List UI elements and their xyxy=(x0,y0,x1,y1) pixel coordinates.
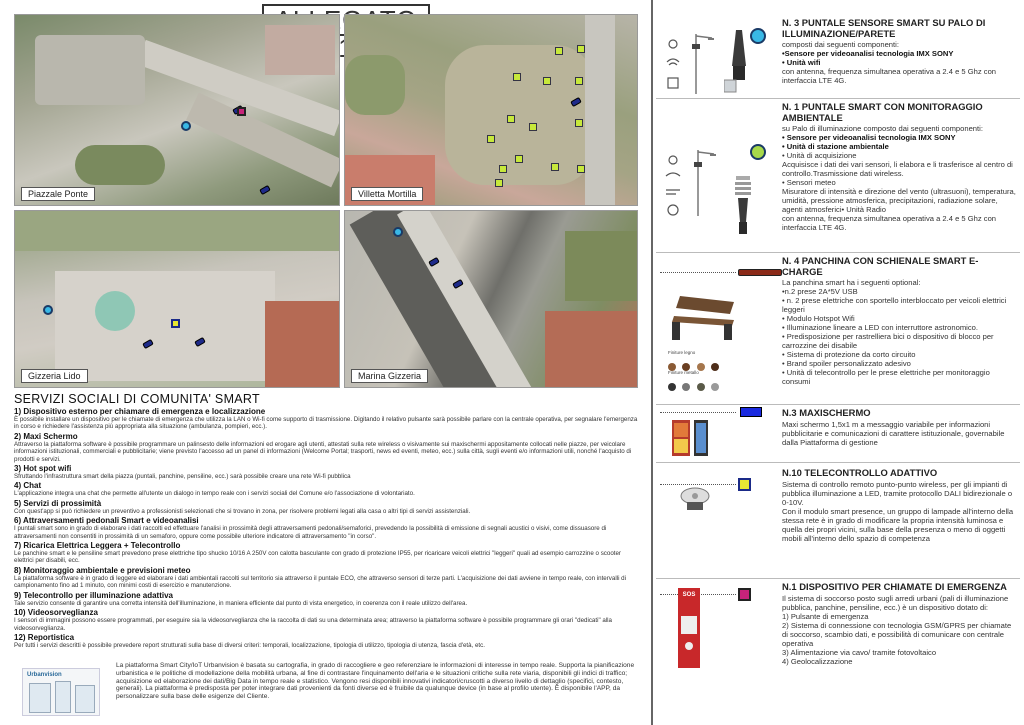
map-piazzale-ponte xyxy=(14,14,340,206)
legend-separator xyxy=(656,252,1020,253)
service-item: 4) Chat L'applicazione integra una chat che permette all'utente un dialogo in tempo reale con i servizi sociali del Comune e/o l'associazione di volontariato. xyxy=(14,481,415,498)
service-item: 3) Hot spot wifi Sfruttando l'infrastruttura smart della piazza (puntali, panchine, pensiline, ecc.) sarà possibile creare una rete Wi-fi pubblica xyxy=(14,464,351,481)
map-gizzeria-lido xyxy=(14,210,340,388)
legend-puntale-sensore xyxy=(656,14,1020,98)
legend-title: N. 1 PUNTALE SMART CON MONITORAGGIO AMBIENTALE xyxy=(782,101,983,123)
service-item: 5) Servizi di prossimità Con quest'app si può richiedere un preventivo a professionisti selezionati che si trovano in zona, per risolvere problemi legati alla casa o altri tipi di servizi assistenziali. xyxy=(14,498,471,515)
maxischermo-icon xyxy=(670,420,710,460)
iot-icons xyxy=(662,38,684,98)
legend-separator xyxy=(656,462,1020,463)
service-item: 10) Videosorveglianza I sensori di immagini possono essere programmati, per eseguire sia la videosorveglianza che la raccolta di dati su una determinata area; attraverso la piattaforma software è possibile programmare gli orari "dedicati" alla videosorveglianza. xyxy=(14,608,613,632)
legend-telecontrollo xyxy=(656,464,1020,576)
legend-panchina xyxy=(656,254,1020,402)
sos-column-icon xyxy=(676,588,702,668)
service-item: 12) Reportistica Per tutti i servizi descritti è possibile prevedere report strutturati sulla base di diversi criteri: temporali, localizzazione, tipologia di utilizzo, tipologia di utenza, fascia d'età, etc. xyxy=(14,632,485,649)
service-item: 6) Attraversamenti pedonali Smart e videoanalisi I puntali smart sono in grado di elaborare i dati raccolti ed effettuare l'analisi in prossimità degli attraversamenti pedonali/semaforici, prevedendo la possibilità di emissione di segnali acustici o visivi, come dissuasore di attraversamenti non consentiti in prossimità di un semaforo, oppure come possibile ulteriore indicatore di attraversamento "in corso". xyxy=(14,516,607,540)
marker-puntale-sensore xyxy=(181,121,191,131)
weather-icons xyxy=(662,154,684,224)
legend-body: La panchina smart ha i seguenti optional: •n.2 prese 2A*5V USB • n. 2 prese elettriche con sportello interbloccato per veicoli elettrici leggeri • Modulo Hotspot Wifi • Illuminazione lineare a LED con interruttore astronomico. • Predisposizione per rastrelliera bici o dispositivo di blocco per carrozzine dei disabile • Sistema di protezione da corto circuito • Brand spoiler personalizzato adesivo • Unità di telecontrollo per le prese elettriche per monitoraggio consumi xyxy=(782,278,1007,386)
marker-emergenza xyxy=(237,107,246,116)
map-label: Villetta Mortilla xyxy=(351,187,423,201)
legend-symbol-bench-marker xyxy=(738,269,782,276)
legend-body: Maxi schermo 1,5x1 m a messaggio variabile per informazioni pubblicitarie e comunicazioni di carattere istituzionale, governabile dalla Piattaforma di gestione xyxy=(782,420,1005,447)
service-item: 9) Telecontrollo per illuminazione adattiva Tale servizio consente di garantire una corretta intensità dell'illuminazione, in maniera efficiente dal punto di vista energetico, in coerenza con il reale utilizzo dell'area. xyxy=(14,590,468,607)
legend-title: N.3 MAXISCHERMO xyxy=(782,407,871,418)
legend-title: N.1 DISPOSITIVO PER CHIAMATE DI EMERGENZA xyxy=(782,581,1007,592)
platform-description: La piattaforma Smart City/IoT Urbanvision è basata su cartografia, in grado di raccogliere e geo referenziare le informazioni di interesse in tempo reale. Supporta la pianificazione urbanistica e le politiche di modellazione della mobilità urbana, al fine di contrastare l'inquinamento dell'aria e le situazioni critiche sulla rete viaria, disponibili gli indici di traffico; acquisizione ed elaborazione dei dati/Big Data in tempo reale e statistico. Vengono resi disponibili innovativi indicatori/cruscotti a diverso livello di dettaglio (specifici, contesto, generali). La piattaforma è predisposta per poter integrare dati provenienti da fonti diverse ed è fruibile da qualunque device (in base al profilo utente). È disponibile l'APP, da personalizzare sulla base delle esigenze del Cliente. xyxy=(116,662,635,701)
legend-symbol-cyan-circle xyxy=(750,28,766,44)
map-villetta-mortilla xyxy=(344,14,638,206)
legend-body: Sistema di controllo remoto punto-punto wireless, per gli impianti di pubblica illuminazione a LED, tramite protocollo DALI bidirezionale o 0-10V. Con il modulo smart presence, un gruppo di lampade all'interno della stessa rete è in grado di modificare la propria intensità luminosa e quella dei propri vicini, sulla base della presenza o meno di oggetti mobili all'interno dello spazio di competenza xyxy=(782,480,1014,543)
legend-separator xyxy=(656,578,1020,579)
weather-station-icon xyxy=(730,176,756,240)
service-item: 2) Maxi Schermo Attraverso la piattaforma software è possibile programmare un palinsesto delle informazioni ed erogare agli utenti, attestati sulla rete wireless o visivamente sui maxischermi appositamente collocati nelle piazze, per veicolare informazioni istituzionali, commerciali e pubblicitarie; viene previsto l'accesso ad un panel di informazioni (Welcome Portal; trasporti, news ed eventi, meteo, ecc.) sulla città, sugli eventi e/o informazioni utili, nonché l'acquisto di prodotti e servizi. xyxy=(14,431,632,463)
legend-separator xyxy=(656,98,1020,99)
legend-separator xyxy=(656,404,1020,405)
bench-icon xyxy=(668,292,738,342)
panchina-illustration xyxy=(660,284,776,402)
telecontrollo-device-icon xyxy=(678,486,712,516)
map-label: Gizzeria Lido xyxy=(21,369,88,383)
legend-body: composti dai seguenti componenti: •Sensore per videoanalisi tecnologia IMX SONY • Unità wifi con antenna, frequenza simultanea operativa a 2.4 e 5 Ghz con interfaccia LTE 4G. xyxy=(782,40,997,85)
service-item: 1) Dispositivo esterno per chiamare di emergenza e localizzazione È possibile installare un dispositivo per le chiamate di emergenza che utilizza la LAN o Wi-fi come supporto di trasmissione. Digitando il relativo pulsante sarà possibile parlare con la centrale operativa, per segnalare l'emergenza in corso e richiedere l'assistenza più appropriata alla situazione (ambulanza, pompieri, ecc.). xyxy=(14,407,638,431)
services-heading: SERVIZI SOCIALI DI COMUNITA' SMART xyxy=(14,392,260,406)
service-item: 7) Ricarica Elettrica Leggera + Telecontrollo Le panchine smart e le pensiline smart prevedono prese elettriche tipo shucko 10/16 A 250V con calotta basculante con grado di protezione IP55, per ricaricare veicoli elettrici "leggeri" quali ad esempio carrozzine o scooter elettrici per disabili, ecc. xyxy=(14,541,621,565)
legend-puntale-ambientale xyxy=(656,100,1020,252)
wood-finish-title: Finiture legno xyxy=(668,350,696,355)
map-marina-gizzeria xyxy=(344,210,638,388)
map-label: Marina Gizzeria xyxy=(351,369,428,383)
urbanvision-devices-image xyxy=(22,668,100,716)
legend-body: Il sistema di soccorso posto sugli arredi urbani (pali di illuminazione pubblica, panchine, pensiline, ecc.) è un dispositivo dotato di: 1) Pulsante di emergenza 2) Sistema di connessione con tecnologia GSM/GPRS per chiamate di soccorso, scambio dati, e possibilità di comunicare con centrale operativa 3) Alimentazione via cavo/ tramite fotovoltaico 4) Geolocalizzazione xyxy=(782,594,1012,666)
service-item: 8) Monitoraggio ambientale e previsioni meteo La piattaforma software è in grado di leggere ed elaborare i dati ambientali raccolti sul territorio sia attraverso il puntale ECO, che attraverso sensori di terze parti. L'acquisizione dei dati avviene in tempo reale, con intervalli di campionamento fino ad 1 minuto, con minimi costi di esercizio e manutenzione. xyxy=(14,565,626,590)
column-divider xyxy=(651,0,653,725)
marker-panchina xyxy=(259,185,271,195)
legend-symbol-magenta-square xyxy=(738,588,751,601)
legend-title: N. 4 PANCHINA CON SCHIENALE SMART E-CHARGE xyxy=(782,255,979,277)
urbanvision-logo: Urbanvision xyxy=(27,672,62,678)
legend-symbol-yellow-square xyxy=(738,478,751,491)
legend-emergenza xyxy=(656,580,1020,720)
metal-finish-title: Finiture metallo xyxy=(668,370,699,375)
legend-title: N. 3 PUNTALE SENSORE SMART SU PALO DI ILLUMINAZIONE/PARETE xyxy=(782,17,986,39)
legend-symbol-blue-bar xyxy=(740,407,762,417)
legend-symbol-green-circle xyxy=(750,144,766,160)
street-lamp-icon xyxy=(688,146,718,216)
sos-label: SOS xyxy=(682,592,696,598)
legend-maxischermo xyxy=(656,406,1020,460)
street-lamp-icon xyxy=(686,30,716,94)
metal-swatches xyxy=(668,378,719,396)
map-label: Piazzale Ponte xyxy=(21,187,95,201)
platform-block xyxy=(14,662,642,722)
legend-title: N.10 TELECONTROLLO ADATTIVO xyxy=(782,467,938,478)
legend-body: su Palo di illuminazione composto dai seguenti componenti: • Sensore per videoanalisi tecnologia IMX SONY • Unità di stazione ambientale • Unità di acquisizione Acquisisce i dati dei vari sensori, li elabora e li trasferisce al centro di controllo.Trasmissione dati wireless. • Sensori meteo Misuratore di intensità e direzione del vento (ultrasuoni), temperatura, umidità, pressione atmosferica, precipitazioni, radiazione solare, agenti atmosferici• Unità Radio con antenna, frequenza simultanea operativa a 2.4 e 5 Ghz con interfaccia LTE 4G. xyxy=(782,124,1016,232)
services-section xyxy=(14,392,642,722)
